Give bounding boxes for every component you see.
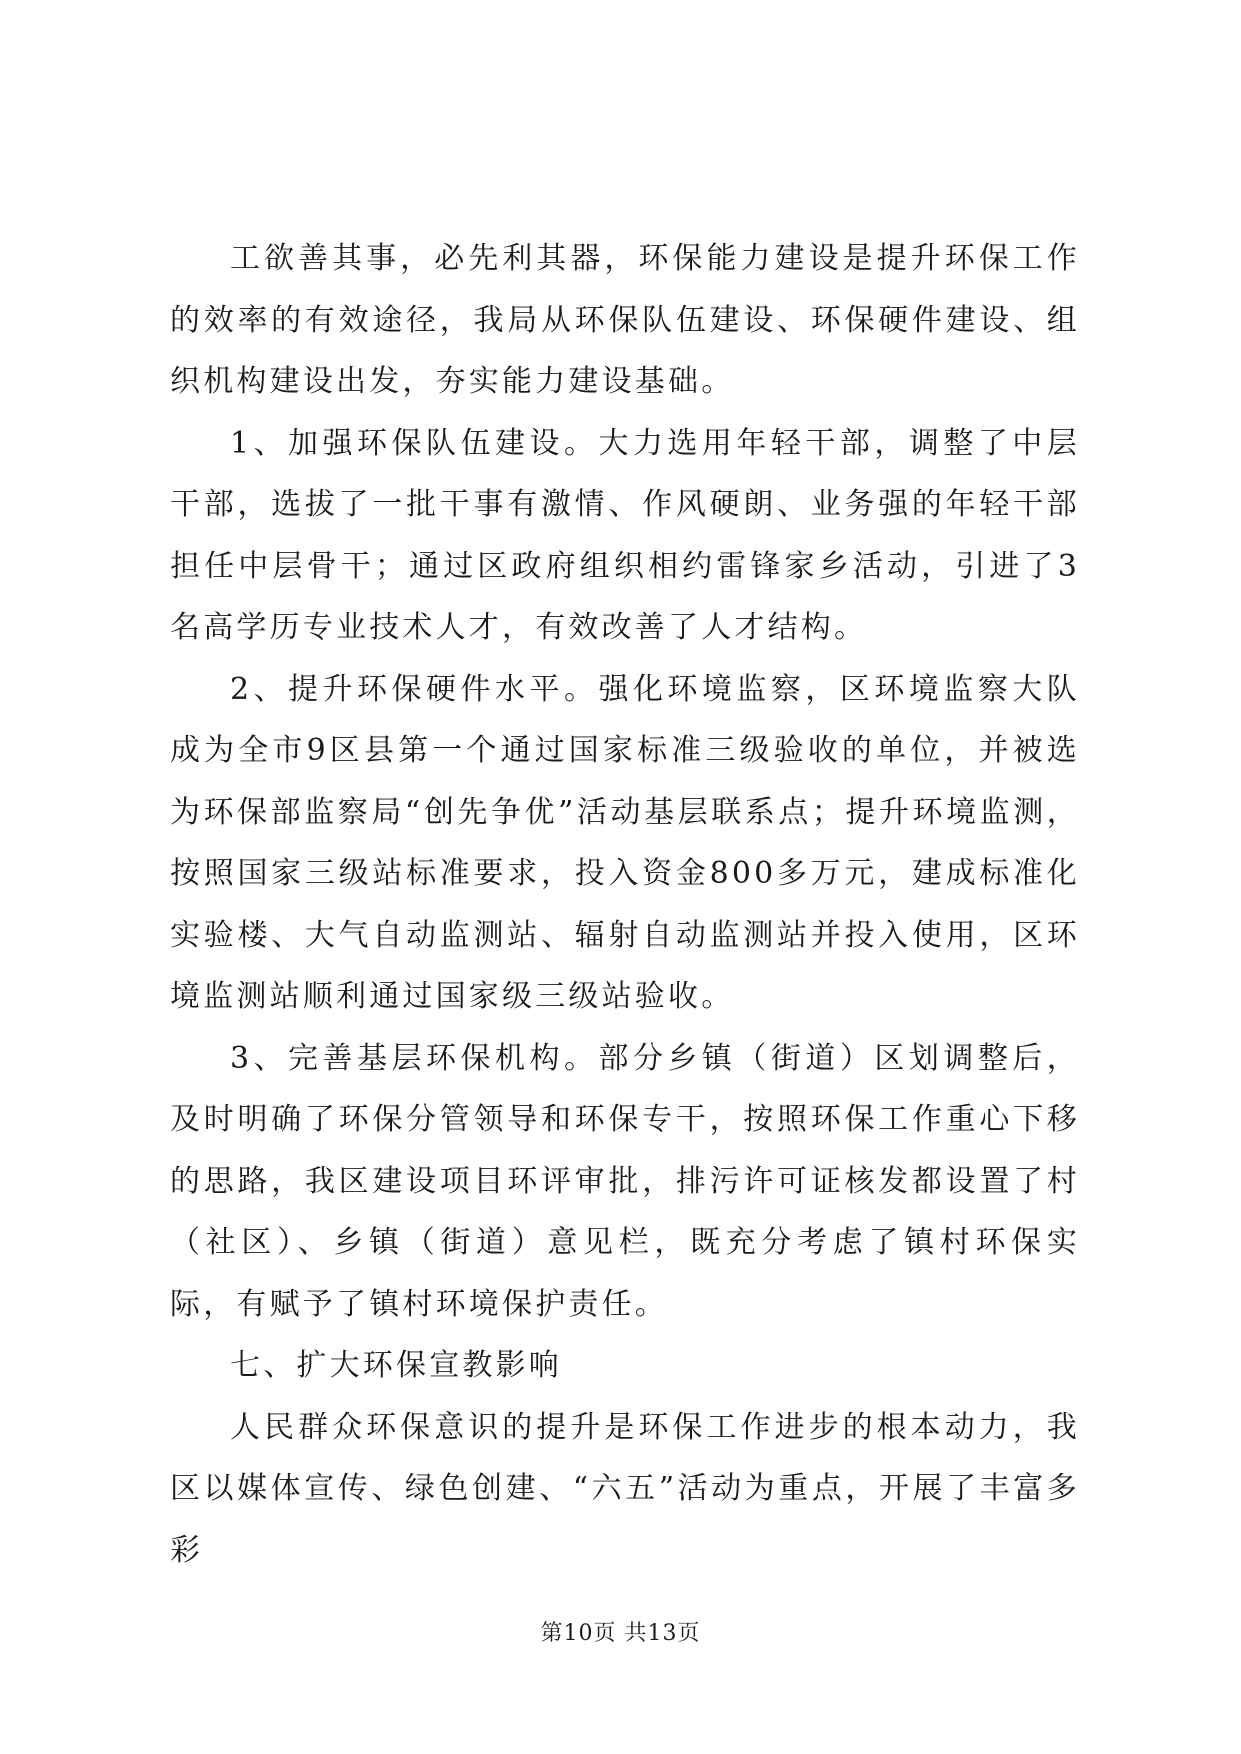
- section-heading-publicity: 七、扩大环保宣教影响: [230, 1348, 562, 1383]
- page-number-footer: 第10页 共13页: [540, 1621, 701, 1646]
- paragraph-team-building: 1、加强环保队伍建设。大力选用年轻干部，调整了中层干部，选拔了一批干事有激情、作风硬朗、业务强的年轻干部担任中层骨干；通过区政府组织相约雷锋家乡活动，引进了3名高学历专业技术人才，有效改善了人才结构。: [170, 425, 1080, 645]
- paragraph-hardware-level: 2、提升环保硬件水平。强化环境监察，区环境监察大队成为全市9区县第一个通过国家标准三级验收的单位，并被选为环保部监察局“创先争优”活动基层联系点；提升环境监测，按照国家三级站标准要求，投入资金800多万元，建成标准化实验楼、大气自动监测站、辐射自动监测站并投入使用，区环境监测站顺利通过国家级三级站验收。: [170, 671, 1080, 1014]
- paragraph-capacity-building-intro: 工欲善其事，必先利其器，环保能力建设是提升环保工作的效率的有效途径，我局从环保队伍建设、环保硬件建设、组织机构建设出发，夯实能力建设基础。: [170, 241, 1080, 399]
- paragraph-public-awareness: 人民群众环保意识的提升是环保工作进步的根本动力，我区以媒体宣传、绿色创建、“六五”活动为重点，开展了丰富多彩: [170, 1409, 1080, 1568]
- paragraph-grassroots-institutions: 3、完善基层环保机构。部分乡镇（街道）区划调整后，及时明确了环保分管领导和环保专干，按照环保工作重心下移的思路，我区建设项目环评审批，排污许可证核发都设置了村（社区）、乡镇（街道）意见栏，既充分考虑了镇村环保实际，有赋予了镇村环境保护责任。: [170, 1040, 1080, 1322]
- document-body: [170, 228, 1080, 1581]
